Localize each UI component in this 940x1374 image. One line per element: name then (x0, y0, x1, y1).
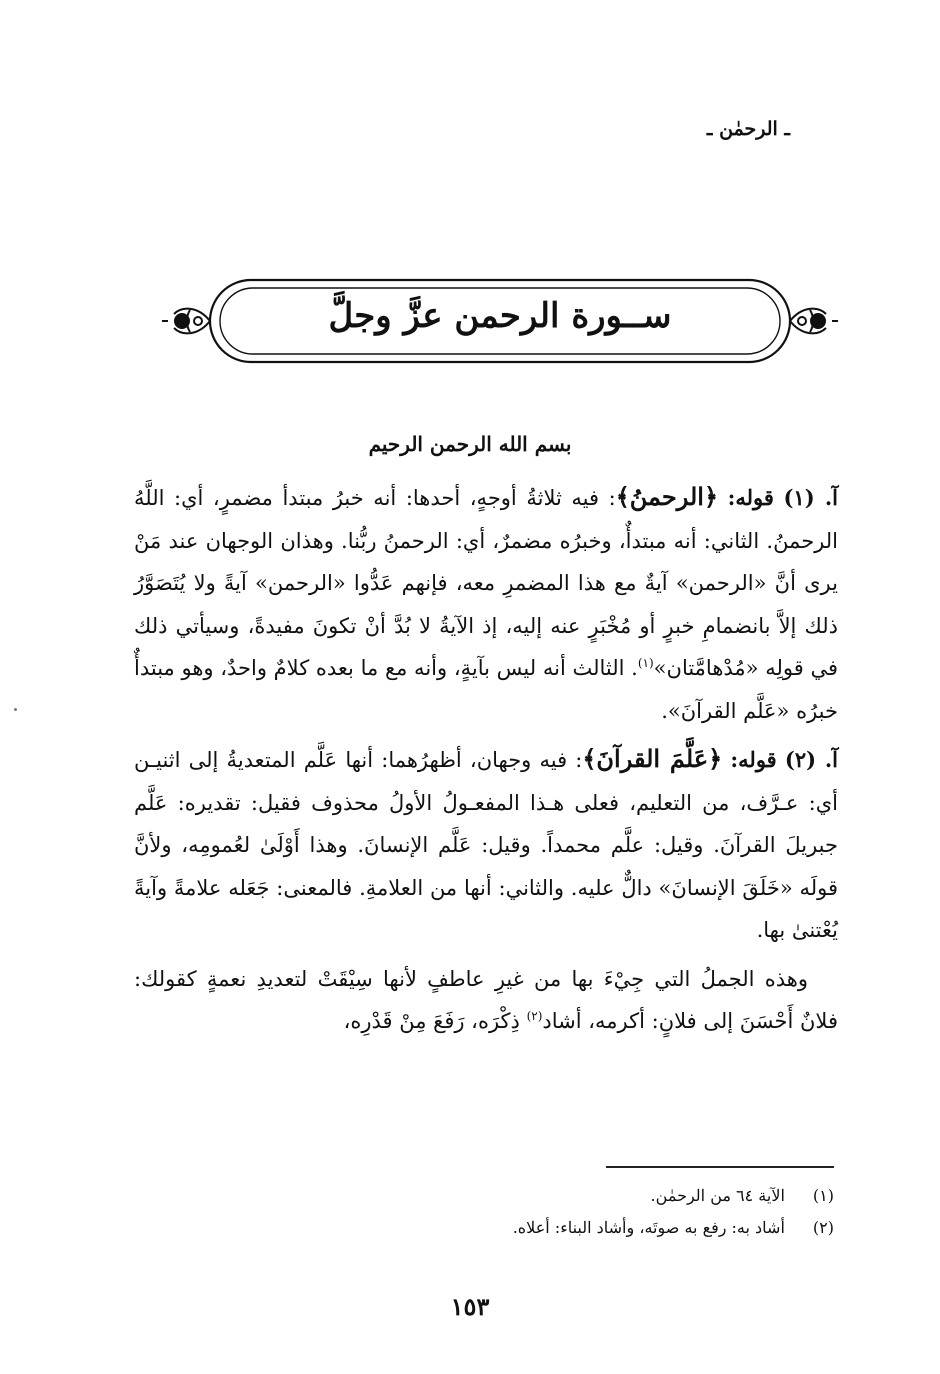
surah-title-frame (160, 276, 840, 366)
footnotes (134, 1180, 834, 1244)
paragraph-text: : فيه وجهان، أظهرُهما: أنها عَلَّم المتعديةُ إلى اثنيـن أي: عـرَّف، من التعليم، فعلى هـذا المفعـولُ الأولُ محذوف فقيل: تقديره: عَلَّم جبريلَ القرآنَ. وقيل: علَّم محمداً. وقيل: عَلَّم الإنسانَ. وهذا أَوْلَىٰ لعُمومِه، ولأنَّ قولَه «خَلَقَ الإنسانَ» دالٌّ عليه. والثاني: أنها من العلامةِ. فالمعنى: جَعَله علامةً وآيةً يُعْتنىٰ بها. (134, 748, 838, 942)
quran-quote: ﴿الرحمنُ﴾ (615, 482, 719, 511)
running-header: ـ الرحمٰن ـ (706, 118, 790, 140)
margin-speck (14, 708, 17, 711)
quran-quote: ﴿عَلَّمَ القرآنَ﴾ (582, 744, 723, 773)
commentary-body (134, 476, 838, 1043)
paragraph-verse-2 (134, 738, 838, 952)
footnote-text: الآية ٦٤ من الرحمٰن. (650, 1186, 785, 1205)
footnote-number: (١) (812, 1186, 834, 1205)
paragraph-text: ذِكْرَه، رَفَعَ مِنْ قَدْرِه، (343, 1009, 527, 1033)
surah-title: ســورة الرحمن عزَّ وجلَّ (328, 296, 672, 336)
verse-number: آ. (٢) (784, 747, 838, 772)
paragraph-verse-1 (134, 476, 838, 732)
footnote-number: (٢) (812, 1218, 834, 1237)
basmala: بسم الله الرحمن الرحيم (368, 432, 572, 456)
qawl-label: قوله: (727, 485, 774, 510)
paragraph-continuation (134, 958, 838, 1043)
qawl-label: قوله: (730, 747, 777, 772)
footnote-ref[interactable]: (١) (637, 656, 654, 670)
paragraph-text: : فيه ثلاثةُ أوجهٍ، أحدها: أنه خبرُ مبتدأ مضمرٍ، أي: اللَّهُ الرحمنُ. الثاني: أنه مبتدأٌ، وخبرُه مضمرٌ، أي: الرحمنُ ربُّنا. وهذان الوجهان عند مَنْ يرى أنَّ «الرحمن» آيةٌ مع هذا المضمرِ معه، فإنهم عَدُّوا «الرحمن» آيةً ولا يُتَصَوَّرُ ذلك إلاَّ بانضمامِ خبرٍ أو مُخْبَرٍ عنه إليه، إذ الآيةُ لا بُدَّ أنْ تكونَ مفيدةً، وسيأتي ذلك في قولِه «مُدْهامَّتان» (134, 486, 838, 680)
verse-number: آ. (١) (783, 485, 838, 510)
footnote-item (134, 1180, 834, 1212)
page-number: ١٥٣ (450, 1292, 490, 1321)
footnote-divider (606, 1166, 834, 1168)
footnote-ref[interactable]: (٢) (526, 1009, 543, 1023)
paragraph-text: وهذه الجملُ التي جِيْءَ بها من غيرِ عاطفٍ لأنها سِيْقَتْ لتعديدِ نعمةٍ كقولك: فلانٌ أَحْسَنَ إلى فلانٍ: أكرمه، أشاد (134, 966, 838, 1033)
paragraph-text: . الثالث أنه ليس بآيةٍ، وأنه مع ما بعده كلامٌ واحدٌ، وهو مبتدأٌ خبرُه «عَلَّم القرآنَ». (134, 656, 838, 723)
footnote-item (134, 1212, 834, 1244)
footnote-text: أشاد به: رفع به صوتَه، وأشاد البناء: أعلاه. (512, 1218, 785, 1237)
